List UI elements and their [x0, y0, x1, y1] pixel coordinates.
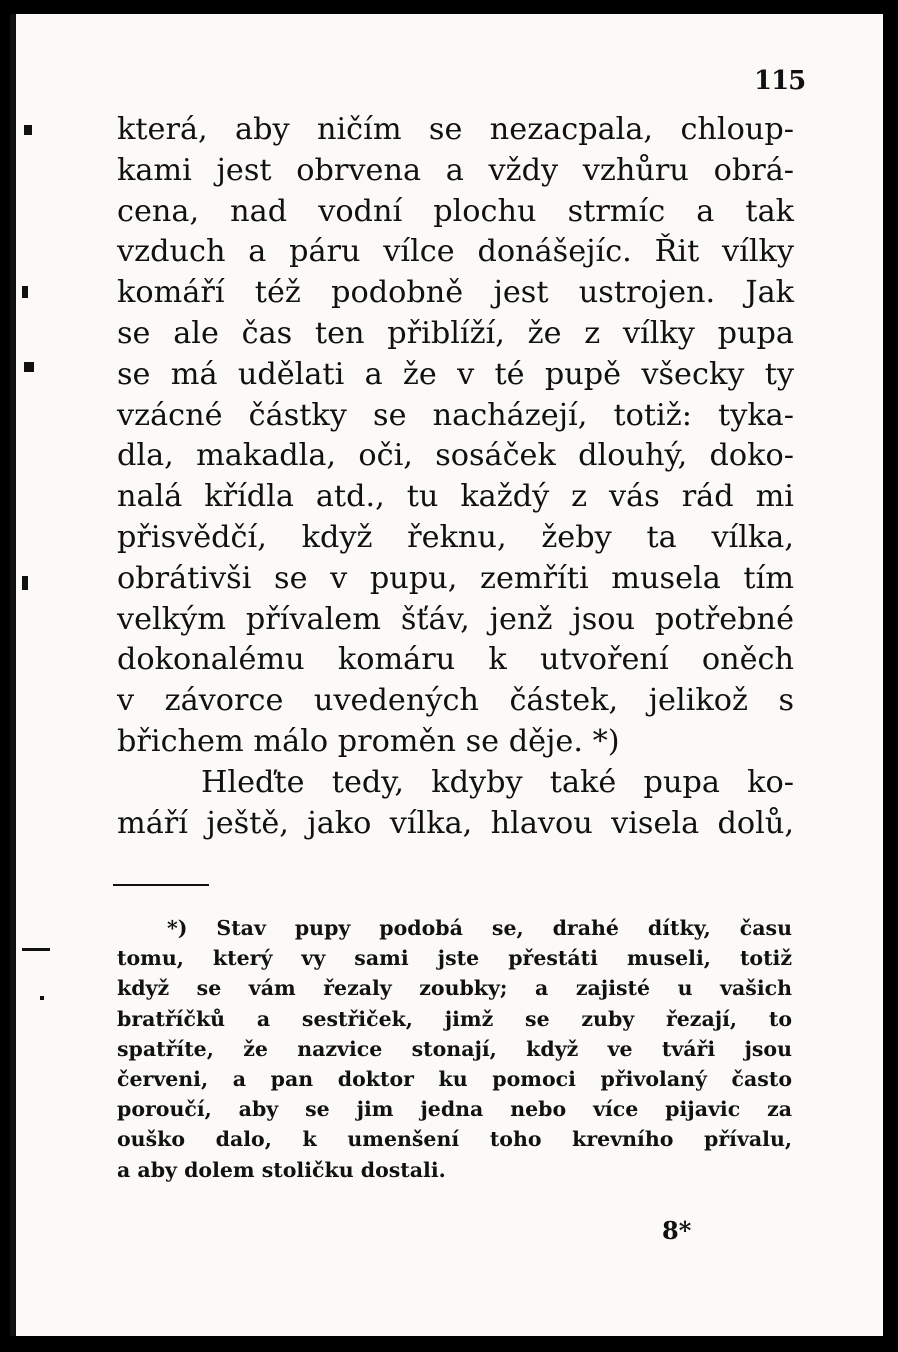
text-line: v závorce uvedených částek, jelikož s	[117, 683, 794, 719]
footnote-line: *) Stav pupy podobá se, drahé dítky, času	[167, 916, 792, 940]
edge-speck	[24, 362, 34, 372]
signature-mark: 8*	[662, 1216, 692, 1245]
footnote-line: když se vám řezaly zoubky; a zajisté u vašich	[117, 976, 792, 1001]
edge-speck	[40, 996, 44, 1000]
footnote-line: ouško dalo, k umenšení toho krevního přívalu,	[117, 1127, 792, 1152]
text-line: přisvědčí, když řeknu, žeby ta vílka,	[117, 519, 794, 555]
footnote-line: tomu, který vy sami jste přestáti museli, totiž	[117, 946, 792, 971]
text-line: dla, makadla, oči, sosáček dlouhý, doko-	[117, 438, 794, 474]
text-line: dokonalému komáru k utvoření oněch	[117, 642, 794, 678]
text-line: cena, nad vodní plochu strmíc a tak	[117, 193, 794, 229]
text-line: Hleďte tedy, kdyby také pupa ko-	[201, 764, 794, 800]
text-line: obrátivši se v pupu, zemříti musela tím	[117, 560, 794, 596]
text-line: vzácné částky se nacházejí, totiž: tyka-	[117, 397, 794, 433]
edge-speck	[22, 948, 50, 951]
footnote-line: spatříte, že nazvice stonají, když ve tváři jsou	[117, 1036, 792, 1061]
text-line: která, aby ničím se nezacpala, chloup-	[117, 112, 794, 147]
footnote	[117, 913, 792, 1185]
footnote-line: poroučí, aby se jim jedna nebo více pijavic za	[117, 1097, 792, 1122]
text-line: nalá křídla atd., tu každý z vás rád mi	[117, 479, 794, 515]
page-number: 115	[754, 66, 806, 96]
text-line: velkým přívalem šťáv, jenž jsou potřebné	[117, 601, 794, 637]
footnote-line: a aby dolem stoličku dostali.	[117, 1157, 446, 1182]
text-line: se ale čas ten přiblíží, že z vílky pupa	[117, 315, 794, 351]
edge-speck	[22, 286, 28, 298]
text-line: komáří též podobně jest ustrojen. Jak	[117, 275, 794, 311]
footnote-divider	[113, 884, 209, 886]
text-line: břichem málo proměn se děje. *)	[117, 723, 620, 759]
text-line: se má udělati a že v té pupě všecky ty	[117, 356, 794, 392]
text-line: vzduch a páru vílce donášejíc. Řit vílky	[117, 234, 794, 270]
binding-edge	[10, 14, 24, 1336]
footnote-line: bratříčků a sestřiček, jimž se zuby řezají, to	[117, 1006, 792, 1031]
body-text	[117, 110, 794, 844]
edge-speck	[22, 576, 28, 590]
text-line: kami jest obrvena a vždy vzhůru obrá-	[117, 152, 794, 188]
text-line: máří ještě, jako vílka, hlavou visela dolů,	[117, 805, 794, 841]
edge-speck	[24, 125, 32, 135]
footnote-line: červeni, a pan doktor ku pomoci přivolaný často	[117, 1066, 792, 1091]
